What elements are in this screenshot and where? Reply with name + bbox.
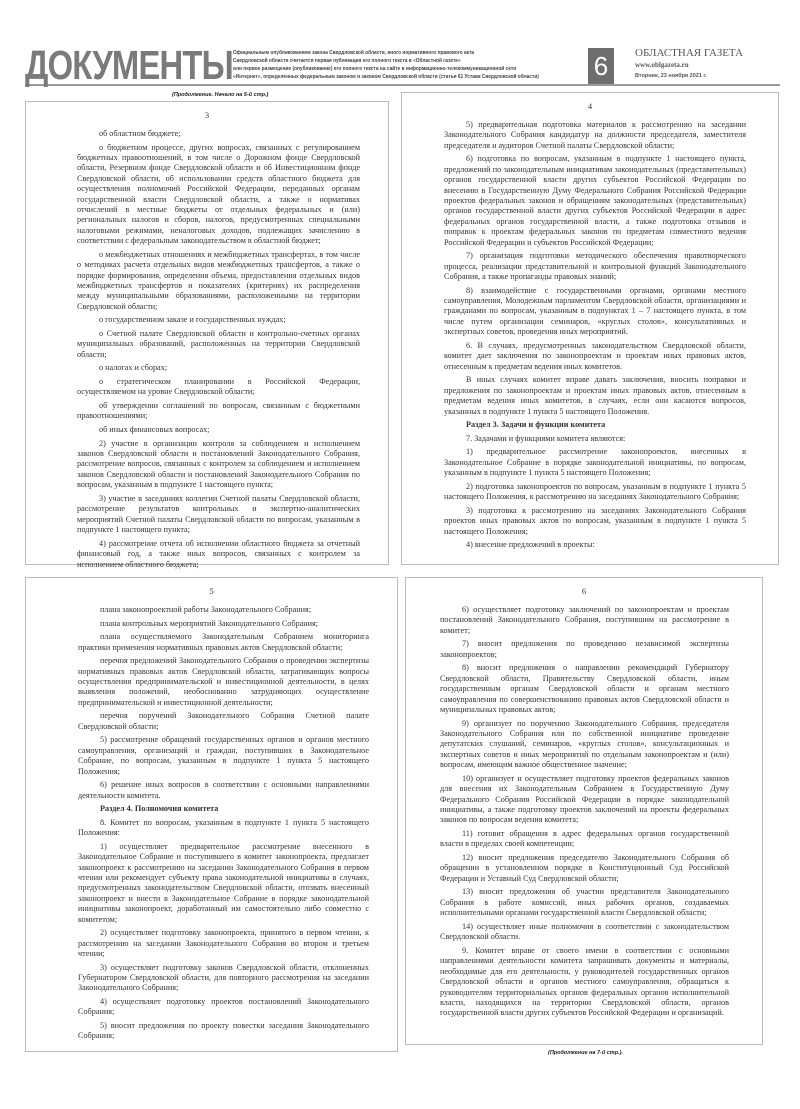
publication-notice: [233, 49, 539, 81]
paragraph: о Счетной палате Свердловской области и контрольно-счетных органах муниципальных образований, расположенных на территории Свердловской области;: [77, 329, 360, 359]
page-body: [78, 605, 369, 1042]
paragraph: 4) осуществляет подготовку проектов постановлений Законодательного Собрания;: [78, 997, 369, 1017]
paragraph: 8) взаимодействие с государственными органами, органами местного самоуправления, Молодежным парламентом Свердловской области, организациями и гражданами по вопросам, указанным в подпунктах 1 – 7 настоящего пункта, в том числе путем организации семинаров, «круглых столов», консультативных и экспертных советов, проведения иных мероприятий.: [444, 285, 746, 337]
paragraph: плана контрольных мероприятий Законодательного Собрания;: [100, 618, 319, 628]
masthead: [25, 44, 780, 86]
paragraph: 3) участие в заседаниях коллегии Счетной палаты Свердловской области, рассмотрение результатов контрольных и экспертно-аналитических мероприятий Счетной палаты Свердловской области по вопросам, указанным в подпункте 1 настоящего пункта;: [77, 493, 360, 535]
paragraph: плана осуществляемого Законодательным Собранием мониторинга практики применения нормативных правовых актов Свердловской области;: [78, 632, 369, 652]
paragraph: 6) подготовка по вопросам, указанным в подпункте 1 настоящего пункта, предложений по законодательным инициативам законодательных (представительных) органов государственной власти других субъектов Российской Федерации по внесению в Государственную Думу Федерального Собрания Российской Федерации проектов федеральных законов и обращениям законодательных (представительных) органов государственной власти других субъектов Российской Федерации в адрес федеральных органов государственной власти, а также подготовка отзывов и поправок к проектам федеральных законов по предметам совместного ведения Российской Федерации и субъектов Российской Федерации;: [444, 154, 746, 247]
paragraph: о стратегическом планировании в Российской Федерации, осуществляемом на уровне Свердловской области;: [77, 377, 360, 397]
paragraph: В иных случаях комитет вправе давать заключения, вносить поправки и предложения по законопроектам и проектам иных правовых актов, отнесенным к предметам ведения иных комитетов, в случаях, если они касаются вопросов, указанных в подпункте 1 пункта 5 настоящего Положения.: [444, 375, 746, 416]
paragraph: плана законопроектной работы Законодательного Собрания;: [100, 605, 312, 614]
paragraph: о межбюджетных отношениях и межбюджетных трансфертах, в том числе о методиках расчета отдельных видов межбюджетных трансфертов, а также о порядке формирования, определения объема, предоставления отдельных видов межбюджетных трансфертов и показателях (критериях) их распределения между муниципальными образованиями, расположенными на территории Свердловской области;: [77, 249, 360, 311]
paragraph: 7) организация подготовки методического обеспечения правотворческого процесса, реализации представительной и контрольной функций Законодательного Собрания, а также пропаганды правовых знаний;: [444, 251, 746, 282]
paragraph: 7. Задачами и функциями комитета являются:: [466, 433, 626, 443]
paragraph: 3) подготовка к рассмотрению на заседаниях Законодательного Собрания проектов иных правовых актов по вопросам, указанным в подпункте 1 пункта 5 настоящего Положения;: [444, 505, 746, 536]
document-page: [401, 92, 779, 565]
paragraph: 13) вносит предложения об участии представителя Законодательного Собрания в работе комиссий, иных рабочих органов, создаваемых исполнительными органами государственной власти Свердловской области;: [440, 887, 729, 918]
section-title: ДОКУМЕНТЫ: [25, 42, 233, 88]
paragraph: 14) осуществляет иные полномочия в соответствии с законодательством Свердловской области.: [440, 921, 729, 942]
paragraph: 9. Комитет вправе от своего имени в соответствии с основными направлениями деятельности комитета запрашивать документы и материалы, необходимые для его деятельности, у руководителей государственных органов Свердловской области и органов местного самоуправления, обращаться к руководителям территориальных органов федеральных органов исполнительной власти, находящихся на территории Свердловской области, органов государственной власти других субъектов Российской Федерации и организаций.: [440, 945, 729, 1018]
paragraph: 1) осуществляет предварительное рассмотрение внесенного в Законодательное Собрание и поступившего в комитет законопроекта, предлагает законопроект к рассмотрению на заседании Законодательного Собрания в первом чтении или рекомендует субъекту права законодательной инициативы в случаях, предусмотренных законодательством Свердловской области, отозвать внесенный законопроект и внести в Законодательное Собрание в порядке законодательной инициативы законопроект, доработанный им самостоятельно либо совместно с комитетом;: [78, 841, 369, 924]
document-page: [405, 577, 763, 1045]
paragraph: 7) вносит предложения по проведению независимой экспертизы законопроектов;: [440, 639, 729, 659]
paragraph: перечня предложений Законодательного Собрания о проведении экспертизы нормативных правовых актов Свердловской области, затрагивающих вопросы осуществления предпринимательской и инвестиционной деятельности, в целях выявления положений, необоснованно затрудняющих осуществление предпринимательской и инвестиционной деятельности;: [78, 656, 369, 707]
paragraph: 9) организует по поручению Законодательного Собрания, председателя Законодательного Собрания или по собственной инициативе проведение депутатских слушаний, семинаров, «круглых столов», консультационных и экспертных советов и иных мероприятий по отдельным законопроектам и (или) вопросам, имеющим важное общественное значение;: [440, 718, 729, 770]
page-body: [440, 605, 729, 1019]
page-body: [444, 120, 746, 551]
paragraph: 8. Комитет по вопросам, указанным в подпункте 1 пункта 5 настоящего Положения:: [78, 817, 369, 838]
continued-to: (Продолжение на 7-й стр.).: [548, 1050, 623, 1056]
notice-line: Свердловской области считается первая публикация его полного текста в «Областной газете»: [233, 58, 461, 64]
paragraph: о бюджетном процессе, других вопросах, связанных с регулированием бюджетных правоотношений, в том числе о Дорожном фонде Свердловской области, Резервном фонде Свердловской области и об Инвестиционном фонде Свердловской области, об использовании средств областного бюджета для осуществления полномочий Российской Федерации, переданных органам государственной власти Свердловской области, а также о нормативах отчислений в местные бюджеты от отдельных федеральных и (или) региональных налогов и сборов, налогов, предусмотренных специальными налоговыми режимами, неналоговых доходов, подлежащих зачислению в соответствии с федеральным законодательством в областной бюджет;: [77, 142, 360, 246]
paragraph: 8) вносит предложения о направлении рекомендаций Губернатору Свердловской области, Правительству Свердловской области, иным государственным органам Свердловской области и органам местного самоуправления по совершенствованию правовых актов Свердловской области и муниципальных правовых актов;: [440, 663, 729, 715]
paragraph: 4) рассмотрение отчета об исполнении областного бюджета за отчетный финансовый год, а также иных вопросов, связанных с контролем за исполнением областного бюджета;: [77, 538, 360, 569]
paragraph: о государственном заказе и государственных нуждах;: [99, 315, 286, 325]
paragraph: 5) рассмотрение обращений государственных органов и органов местного самоуправления, организаций и граждан, поступивших в Законодательное Собрание, по вопросам, указанным в подпункте 1 пункта 5 настоящего Положения;: [78, 735, 369, 776]
newspaper-page-number: 6: [588, 48, 614, 84]
paragraph: 6) решение иных вопросов в соответствии с основными направлениями деятельности комитета.: [78, 780, 369, 800]
notice-line: «Интернет», определенных федеральным законом и законом Свердловской области (статья 61 Устава Свердловской области): [233, 74, 539, 80]
paragraph: перечня поручений Законодательного Собрания Счетной палате Свердловской области;: [78, 711, 369, 731]
paragraph: 2) подготовка законопроектов по вопросам, указанным в подпункте 1 пункта 5 настоящего Положения, к рассмотрению на заседаниях Законодательного Собрания;: [444, 481, 746, 502]
paragraph: 5) предварительная подготовка материалов к рассмотрению на заседании Законодательного Собрания кандидатур на должности председателя, заместителя председателя и аудиторов Счетной палаты Свердловской области;: [444, 120, 746, 150]
paragraph: 6. В случаях, предусмотренных законодательством Свердловской области, комитет дает заключения по законопроектам и проектам иных правовых актов, отнесенным к предметам ведения иных комитетов.: [444, 340, 746, 371]
page-body: [77, 129, 360, 570]
paragraph: 6) осуществляет подготовку заключений по законопроектам и проектам постановлений Законодательного Собрания, поступившим на рассмотрение в комитет;: [440, 605, 729, 635]
continued-from: (Продолжение. Начало на 5-й стр.): [172, 92, 269, 98]
section-heading: Раздел 3. Задачи и функции комитета: [466, 420, 606, 430]
page-number: 6: [581, 586, 587, 596]
section-heading: Раздел 4. Полномочия комитета: [100, 804, 219, 814]
document-page: [25, 101, 389, 569]
paragraph: об утверждении соглашений по вопросам, связанным с бюджетными правоотношениями;: [77, 401, 360, 421]
paragraph: 2) осуществляет подготовку законопроекта, принятого в первом чтении, к рассмотрению на заседании Законодательного Собрания во втором и третьем чтении;: [78, 928, 369, 959]
document-page: [25, 577, 398, 1052]
website-link[interactable]: www.oblgazeta.ru: [635, 61, 689, 69]
page-number: 3: [204, 110, 210, 120]
paragraph: 2) участие в организации контроля за соблюдением и исполнением законов Свердловской области и постановлений Законодательного Собрания, рассмотрение вопросов, связанных с контролем за соблюдением и исполнением законов Свердловской области и постановлений Законодательного Собрания по вопросам, указанным в подпункте 1 настоящего пункта;: [77, 438, 360, 490]
newspaper-name: ОБЛАСТНАЯ ГАЗЕТА: [635, 47, 744, 59]
paragraph: 10) организует и осуществляет подготовку проектов федеральных законов для внесения их Законодательным Собранием в Государственную Думу Федерального Собрания Российской Федерации в порядке законодательной инициативы, а также подготовку проектов заключений на проекты федеральных законов по вопросам ведения комитета;: [440, 773, 729, 825]
paragraph: 4) внесение предложений в проекты:: [466, 540, 595, 550]
paragraph: о налогах и сборах;: [99, 363, 168, 373]
paragraph: 11) готовит обращения в адрес федеральных органов государственной власти в пределах своей компетенции;: [440, 829, 729, 849]
page-number: 5: [209, 586, 214, 596]
paragraph: 12) вносит предложения председателю Законодательного Собрания об обращении в установленном порядке в Конституционный Суд Российской Федерации и Уставный Суд Свердловской области;: [440, 853, 729, 883]
paragraph: об иных финансовых вопросах;: [99, 425, 210, 435]
notice-line: или первое размещение (опубликование) его полного текста на сайте в информационно-телекоммуникационной сети: [233, 66, 517, 72]
paragraph: 5) вносит предложения по проекту повестки заседания Законодательного Собрания;: [78, 1021, 369, 1041]
paragraph: 3) осуществляет подготовку законов Свердловской области, отклоненных Губернатором Свердловской области, для повторного рассмотрения на заседании Законодательного Собрания;: [78, 962, 369, 993]
newspaper-info: [635, 47, 743, 83]
page-number: 4: [587, 101, 593, 111]
notice-line: Официальным опубликованием закона Свердловской области, иного нормативного правового акта: [233, 50, 475, 56]
paragraph: 1) предварительное рассмотрение законопроектов, внесенных в Законодательное Собрание в порядке законодательной инициативы, по вопросам, указанным в подпункте 1 пункта 5 настоящего Положения;: [444, 447, 746, 478]
paragraph: об областном бюджете;: [99, 129, 181, 138]
issue-date: Вторник, 23 ноября 2021 г.: [635, 73, 707, 79]
